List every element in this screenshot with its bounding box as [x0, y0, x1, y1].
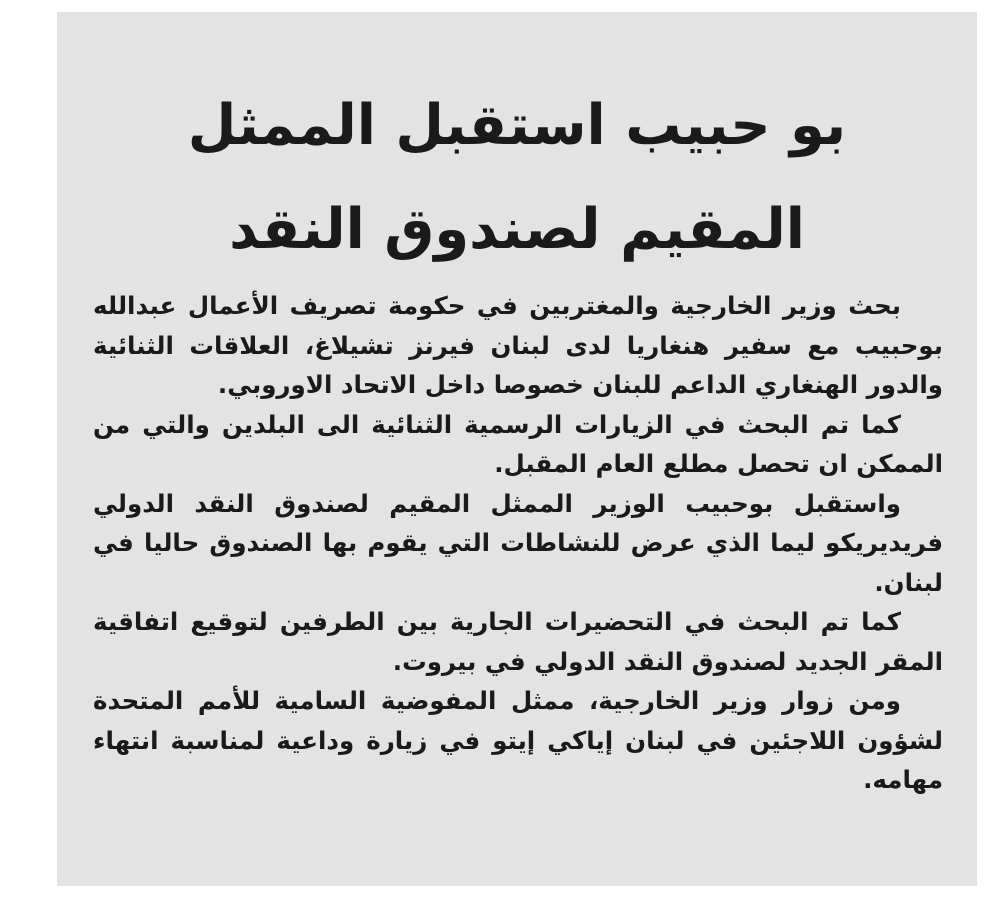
paragraph-1: بحث وزير الخارجية والمغتربين في حكومة تصريف الأعمال عبدالله بوحبيب مع سفير هنغاريا لدى لبنان فيرنز تشيلاغ، العلاقات الثنائية والدور الهنغاري الداعم للبنان خصوصا داخل الاتحاد الاوروبي.: [93, 291, 943, 399]
paragraph-2: كما تم البحث في الزيارات الرسمية الثنائية الى البلدين والتي من الممكن ان تحصل مطلع العام المقبل.: [93, 409, 943, 478]
headline-line-1: بو حبيب استقبل الممثل: [187, 93, 847, 158]
headline-line-2: المقيم لصندوق النقد: [229, 197, 805, 262]
article-headline: [57, 74, 977, 282]
paragraph-3: واستقبل بوحبيب الوزير الممثل المقيم لصندوق النقد الدولي فريديريكو ليما الذي عرض للنشاطات التي يقوم بها الصندوق حاليا في لبنان.: [93, 488, 943, 597]
paragraph-4: كما تم البحث في التحضيرات الجارية بين الطرفين لتوقيع اتفاقية المقر الجديد لصندوق النقد الدولي في بيروت.: [93, 607, 943, 676]
paragraph-5: ومن زوار وزير الخارجية، ممثل المفوضية السامية للأمم المتحدة لشؤون اللاجئين في لبنان إياكي إيتو في زيارة وداعية لمناسبة انتهاء مهامه.: [93, 686, 943, 794]
article-body: [93, 286, 943, 800]
news-clipping: [57, 12, 977, 886]
